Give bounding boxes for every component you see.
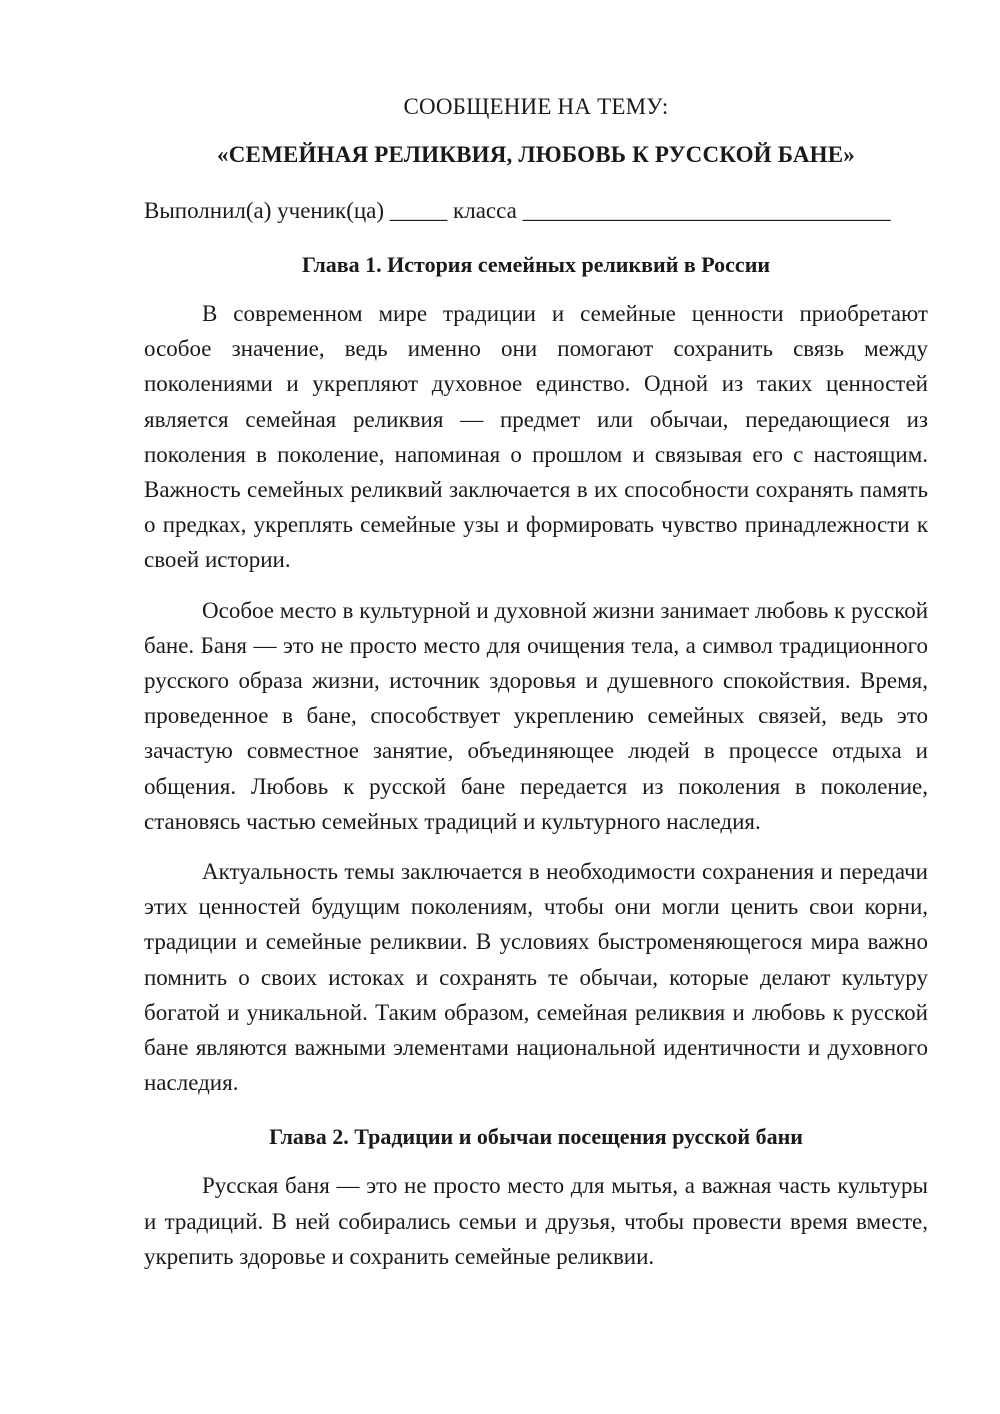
document-page [144, 92, 928, 1289]
chapter-1-paragraph-2: Особое место в культурной и духовной жизни занимает любовь к русской бане. Баня — это не просто место для очищения тела, а символ традиционного русского образа жизни, источник здоровья и душевного спокойствия. Время, проведенное в бане, способствует укреплению семейных связей, ведь это зачастую совместное занятие, объединяющее людей в процессе отдыха и общения. Любовь к русской бане передается из поколения в поколение, становясь частью семейных традиций и культурного наследия. [144, 597, 928, 834]
chapter-2-paragraph-1: Русская баня — это не просто место для мытья, а важная часть культуры и традиций. В ней собирались семьи и друзья, чтобы провести время вместе, укрепить здоровье и сохранить семейные реликвии. [144, 1173, 928, 1269]
chapter-1-paragraph-1: В современном мире традиции и семейные ценности приобретают особое значение, ведь именно они помогают сохранить связь между поколениями и укрепляют духовное единство. Одной из таких ценностей является семейная реликвия — предмет или обычаи, передающиеся из поколения в поколение, напоминая о прошлом и связывая его с настоящим. Важность семейных реликвий заключается в их способности сохранять память о предках, укреплять семейные узы и формировать чувство принадлежности к своей истории. [144, 301, 928, 573]
author-line: Выполнил(а) ученик(ца) _____ класса ________________________________ [144, 198, 891, 223]
chapter-1-heading: Глава 1. История семейных реликвий в России [301, 252, 771, 277]
chapter-1-paragraph-3: Актуальность темы заключается в необходимости сохранения и передачи этих ценностей будущим поколениям, чтобы они могли ценить свои корни, традиции и семейные реликвии. В условиях быстроменяющегося мира важно помнить о своих истоках и сохранять те обычаи, которые делают культуру богатой и уникальной. Таким образом, семейная реликвия и любовь к русской бане являются важными элементами национальной идентичности и духовного наследия. [144, 859, 928, 1096]
document-title: «СЕМЕЙНАЯ РЕЛИКВИЯ, ЛЮБОВЬ К РУССКОЙ БАНЕ» [217, 142, 855, 167]
document-title-topic: СООБЩЕНИЕ НА ТЕМУ: [403, 94, 669, 119]
chapter-2-heading: Глава 2. Традиции и обычаи посещения русской бани [269, 1124, 803, 1150]
